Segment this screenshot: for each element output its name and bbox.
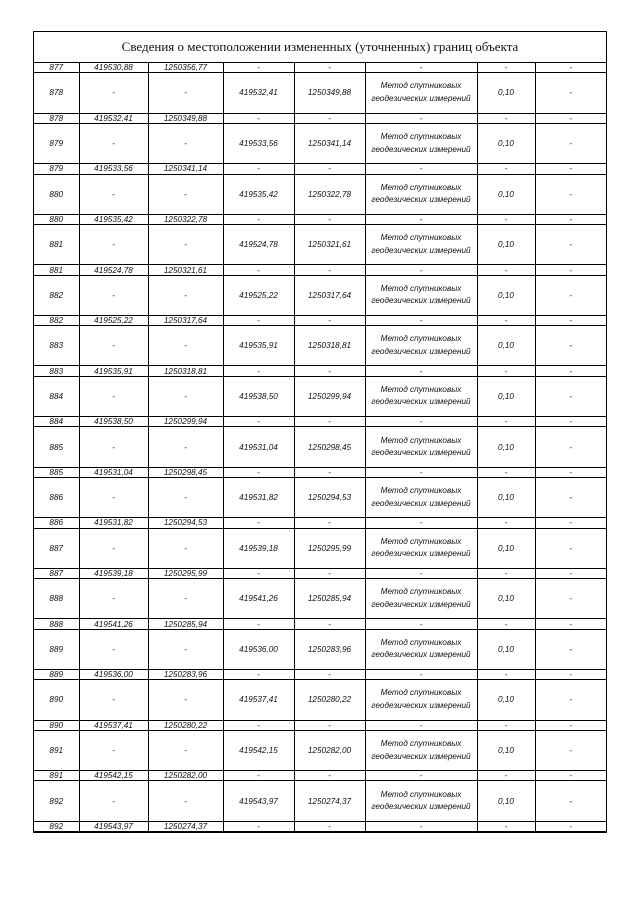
point-cell: 887	[34, 568, 79, 578]
method-cell: -	[365, 467, 477, 477]
y-new-cell: 1250298,45	[294, 427, 365, 467]
accuracy-cell: -	[477, 417, 535, 427]
x-old-cell: -	[79, 275, 148, 315]
x-old-cell: -	[79, 73, 148, 113]
y-old-cell: 1250349,88	[148, 113, 223, 123]
description-cell: -	[535, 376, 606, 416]
table-row	[34, 225, 606, 265]
y-new-cell: 1250317,64	[294, 275, 365, 315]
point-cell: 884	[34, 417, 79, 427]
accuracy-cell: 0,10	[477, 680, 535, 720]
point-cell: 886	[34, 518, 79, 528]
y-old-cell: 1250299,94	[148, 417, 223, 427]
table-body	[34, 63, 606, 832]
point-cell: 878	[34, 73, 79, 113]
description-cell: -	[535, 680, 606, 720]
x-old-cell: -	[79, 781, 148, 821]
description-cell: -	[535, 771, 606, 781]
method-cell: Метод спутниковых геодезических измерений	[365, 629, 477, 669]
boundary-table	[34, 63, 606, 832]
method-cell: Метод спутниковых геодезических измерений	[365, 781, 477, 821]
x-new-cell: 419536,00	[223, 629, 294, 669]
x-old-cell: 419530,88	[79, 63, 148, 73]
x-old-cell: -	[79, 225, 148, 265]
x-new-cell: -	[223, 568, 294, 578]
method-cell: Метод спутниковых геодезических измерений	[365, 275, 477, 315]
point-cell: 878	[34, 113, 79, 123]
x-new-cell: 419539,18	[223, 528, 294, 568]
point-cell: 892	[34, 781, 79, 821]
y-new-cell: 1250299,94	[294, 376, 365, 416]
accuracy-cell: -	[477, 265, 535, 275]
description-cell: -	[535, 174, 606, 214]
method-cell: -	[365, 568, 477, 578]
point-cell: 882	[34, 275, 79, 315]
accuracy-cell: -	[477, 214, 535, 224]
description-cell: -	[535, 315, 606, 325]
y-new-cell: -	[294, 771, 365, 781]
y-old-cell: 1250317,64	[148, 315, 223, 325]
accuracy-cell: 0,10	[477, 528, 535, 568]
description-cell: -	[535, 619, 606, 629]
point-cell: 884	[34, 376, 79, 416]
description-cell: -	[535, 427, 606, 467]
y-old-cell: -	[148, 123, 223, 163]
x-old-cell: 419531,82	[79, 518, 148, 528]
y-old-cell: -	[148, 478, 223, 518]
method-cell: -	[365, 315, 477, 325]
method-cell: -	[365, 720, 477, 730]
point-cell: 887	[34, 528, 79, 568]
table-row	[34, 113, 606, 123]
y-old-cell: -	[148, 174, 223, 214]
x-old-cell: 419539,18	[79, 568, 148, 578]
x-new-cell: 419541,26	[223, 579, 294, 619]
x-old-cell: 419538,50	[79, 417, 148, 427]
method-cell: -	[365, 771, 477, 781]
x-new-cell: 419532,41	[223, 73, 294, 113]
description-cell: -	[535, 123, 606, 163]
x-old-cell: -	[79, 376, 148, 416]
point-cell: 881	[34, 265, 79, 275]
y-new-cell: -	[294, 417, 365, 427]
accuracy-cell: -	[477, 63, 535, 73]
method-cell: -	[365, 265, 477, 275]
point-cell: 880	[34, 214, 79, 224]
description-cell: -	[535, 528, 606, 568]
table-row	[34, 326, 606, 366]
point-cell: 879	[34, 164, 79, 174]
accuracy-cell: 0,10	[477, 579, 535, 619]
table-row	[34, 680, 606, 720]
description-cell: -	[535, 225, 606, 265]
y-new-cell: 1250321,61	[294, 225, 365, 265]
method-cell: -	[365, 619, 477, 629]
method-cell: Метод спутниковых геодезических измерений	[365, 376, 477, 416]
point-cell: 881	[34, 225, 79, 265]
y-new-cell: 1250318,81	[294, 326, 365, 366]
table-row	[34, 467, 606, 477]
x-old-cell: 419533,56	[79, 164, 148, 174]
x-old-cell: -	[79, 579, 148, 619]
table-row	[34, 265, 606, 275]
accuracy-cell: -	[477, 518, 535, 528]
method-cell: Метод спутниковых геодезических измерений	[365, 680, 477, 720]
page-title: Сведения о местоположении измененных (уточненных) границ объекта	[34, 32, 606, 63]
y-old-cell: 1250321,61	[148, 265, 223, 275]
description-cell: -	[535, 467, 606, 477]
table-row	[34, 669, 606, 679]
point-cell: 890	[34, 720, 79, 730]
method-cell: Метод спутниковых геодезических измерений	[365, 579, 477, 619]
accuracy-cell: -	[477, 619, 535, 629]
accuracy-cell: 0,10	[477, 730, 535, 770]
y-old-cell: 1250285,94	[148, 619, 223, 629]
y-new-cell: -	[294, 467, 365, 477]
x-old-cell: 419525,22	[79, 315, 148, 325]
table-row	[34, 619, 606, 629]
point-cell: 886	[34, 478, 79, 518]
y-new-cell: -	[294, 113, 365, 123]
x-old-cell: -	[79, 174, 148, 214]
x-new-cell: 419525,22	[223, 275, 294, 315]
description-cell: -	[535, 366, 606, 376]
y-new-cell: -	[294, 619, 365, 629]
y-new-cell: -	[294, 568, 365, 578]
y-old-cell: 1250298,45	[148, 467, 223, 477]
accuracy-cell: -	[477, 113, 535, 123]
y-new-cell: -	[294, 366, 365, 376]
point-cell: 880	[34, 174, 79, 214]
description-cell: -	[535, 417, 606, 427]
x-new-cell: 419542,15	[223, 730, 294, 770]
y-old-cell: 1250356,77	[148, 63, 223, 73]
point-cell: 885	[34, 467, 79, 477]
description-cell: -	[535, 214, 606, 224]
x-new-cell: -	[223, 771, 294, 781]
y-new-cell: -	[294, 164, 365, 174]
accuracy-cell: 0,10	[477, 174, 535, 214]
y-new-cell: -	[294, 720, 365, 730]
x-old-cell: -	[79, 629, 148, 669]
description-cell: -	[535, 781, 606, 821]
x-new-cell: 419537,41	[223, 680, 294, 720]
x-new-cell: -	[223, 164, 294, 174]
table-row	[34, 781, 606, 821]
description-cell: -	[535, 73, 606, 113]
description-cell: -	[535, 669, 606, 679]
description-cell: -	[535, 568, 606, 578]
x-new-cell: 419543,97	[223, 781, 294, 821]
y-old-cell: 1250318,81	[148, 366, 223, 376]
x-new-cell: -	[223, 518, 294, 528]
y-new-cell: -	[294, 821, 365, 831]
point-cell: 891	[34, 771, 79, 781]
y-old-cell: 1250274,37	[148, 821, 223, 831]
x-new-cell: -	[223, 669, 294, 679]
accuracy-cell: 0,10	[477, 376, 535, 416]
x-old-cell: 419532,41	[79, 113, 148, 123]
x-new-cell: 419538,50	[223, 376, 294, 416]
x-old-cell: -	[79, 730, 148, 770]
y-new-cell: 1250282,00	[294, 730, 365, 770]
x-old-cell: 419535,91	[79, 366, 148, 376]
table-row	[34, 63, 606, 73]
y-old-cell: 1250341,14	[148, 164, 223, 174]
table-row	[34, 568, 606, 578]
x-old-cell: 419541,26	[79, 619, 148, 629]
table-row	[34, 528, 606, 568]
x-old-cell: -	[79, 427, 148, 467]
x-old-cell: 419536,00	[79, 669, 148, 679]
description-cell: -	[535, 63, 606, 73]
y-old-cell: -	[148, 275, 223, 315]
point-cell: 885	[34, 427, 79, 467]
table-row	[34, 579, 606, 619]
description-cell: -	[535, 730, 606, 770]
method-cell: Метод спутниковых геодезических измерений	[365, 326, 477, 366]
table-row	[34, 174, 606, 214]
table-row	[34, 315, 606, 325]
method-cell: Метод спутниковых геодезических измерений	[365, 528, 477, 568]
y-old-cell: -	[148, 326, 223, 366]
table-row	[34, 478, 606, 518]
y-old-cell: -	[148, 781, 223, 821]
x-new-cell: -	[223, 366, 294, 376]
y-new-cell: 1250322,78	[294, 174, 365, 214]
point-cell: 883	[34, 326, 79, 366]
x-new-cell: -	[223, 821, 294, 831]
method-cell: -	[365, 63, 477, 73]
x-new-cell: -	[223, 619, 294, 629]
x-new-cell: 419535,91	[223, 326, 294, 366]
x-new-cell: -	[223, 63, 294, 73]
method-cell: Метод спутниковых геодезических измерений	[365, 123, 477, 163]
description-cell: -	[535, 265, 606, 275]
y-new-cell: -	[294, 669, 365, 679]
y-old-cell: -	[148, 528, 223, 568]
y-new-cell: -	[294, 315, 365, 325]
description-cell: -	[535, 326, 606, 366]
accuracy-cell: 0,10	[477, 326, 535, 366]
x-old-cell: -	[79, 123, 148, 163]
x-new-cell: -	[223, 113, 294, 123]
accuracy-cell: -	[477, 720, 535, 730]
x-new-cell: 419531,04	[223, 427, 294, 467]
accuracy-cell: 0,10	[477, 225, 535, 265]
method-cell: -	[365, 366, 477, 376]
table-row	[34, 123, 606, 163]
y-old-cell: -	[148, 73, 223, 113]
y-new-cell: 1250294,53	[294, 478, 365, 518]
method-cell: Метод спутниковых геодезических измерений	[365, 478, 477, 518]
accuracy-cell: 0,10	[477, 629, 535, 669]
table-row	[34, 73, 606, 113]
y-old-cell: -	[148, 376, 223, 416]
accuracy-cell: -	[477, 821, 535, 831]
method-cell: -	[365, 113, 477, 123]
x-old-cell: 419531,04	[79, 467, 148, 477]
accuracy-cell: -	[477, 669, 535, 679]
x-old-cell: 419543,97	[79, 821, 148, 831]
method-cell: -	[365, 417, 477, 427]
x-old-cell: -	[79, 680, 148, 720]
description-cell: -	[535, 164, 606, 174]
x-old-cell: 419537,41	[79, 720, 148, 730]
y-old-cell: -	[148, 579, 223, 619]
method-cell: Метод спутниковых геодезических измерений	[365, 73, 477, 113]
table-row	[34, 214, 606, 224]
description-cell: -	[535, 821, 606, 831]
point-cell: 889	[34, 629, 79, 669]
accuracy-cell: -	[477, 164, 535, 174]
method-cell: -	[365, 214, 477, 224]
x-new-cell: 419533,56	[223, 123, 294, 163]
method-cell: Метод спутниковых геодезических измерений	[365, 427, 477, 467]
table-row	[34, 629, 606, 669]
accuracy-cell: -	[477, 366, 535, 376]
table-row	[34, 376, 606, 416]
point-cell: 882	[34, 315, 79, 325]
method-cell: Метод спутниковых геодезических измерений	[365, 174, 477, 214]
y-new-cell: 1250349,88	[294, 73, 365, 113]
y-new-cell: 1250295,99	[294, 528, 365, 568]
y-old-cell: -	[148, 629, 223, 669]
accuracy-cell: 0,10	[477, 275, 535, 315]
y-old-cell: 1250295,99	[148, 568, 223, 578]
method-cell: -	[365, 518, 477, 528]
y-old-cell: -	[148, 730, 223, 770]
point-cell: 879	[34, 123, 79, 163]
x-new-cell: 419524,78	[223, 225, 294, 265]
description-cell: -	[535, 579, 606, 619]
accuracy-cell: -	[477, 771, 535, 781]
accuracy-cell: 0,10	[477, 73, 535, 113]
y-new-cell: 1250280,22	[294, 680, 365, 720]
x-old-cell: 419542,15	[79, 771, 148, 781]
y-old-cell: -	[148, 680, 223, 720]
x-new-cell: 419535,42	[223, 174, 294, 214]
method-cell: -	[365, 669, 477, 679]
x-new-cell: -	[223, 720, 294, 730]
point-cell: 888	[34, 619, 79, 629]
x-old-cell: 419524,78	[79, 265, 148, 275]
y-old-cell: 1250322,78	[148, 214, 223, 224]
accuracy-cell: -	[477, 467, 535, 477]
table-row	[34, 821, 606, 831]
table-row	[34, 427, 606, 467]
x-new-cell: -	[223, 417, 294, 427]
description-cell: -	[535, 275, 606, 315]
accuracy-cell: 0,10	[477, 781, 535, 821]
y-new-cell: -	[294, 214, 365, 224]
point-cell: 890	[34, 680, 79, 720]
table-row	[34, 275, 606, 315]
x-new-cell: -	[223, 467, 294, 477]
accuracy-cell: 0,10	[477, 123, 535, 163]
y-old-cell: 1250280,22	[148, 720, 223, 730]
table-row	[34, 518, 606, 528]
method-cell: -	[365, 164, 477, 174]
y-old-cell: -	[148, 427, 223, 467]
table-row	[34, 417, 606, 427]
y-new-cell: 1250274,37	[294, 781, 365, 821]
table-row	[34, 164, 606, 174]
document-sheet	[33, 31, 607, 833]
y-old-cell: 1250283,96	[148, 669, 223, 679]
point-cell: 888	[34, 579, 79, 619]
x-new-cell: 419531,82	[223, 478, 294, 518]
x-old-cell: 419535,42	[79, 214, 148, 224]
x-new-cell: -	[223, 315, 294, 325]
y-new-cell: 1250341,14	[294, 123, 365, 163]
table-row	[34, 730, 606, 770]
point-cell: 877	[34, 63, 79, 73]
description-cell: -	[535, 720, 606, 730]
x-old-cell: -	[79, 528, 148, 568]
accuracy-cell: 0,10	[477, 427, 535, 467]
y-old-cell: 1250294,53	[148, 518, 223, 528]
method-cell: -	[365, 821, 477, 831]
accuracy-cell: -	[477, 568, 535, 578]
description-cell: -	[535, 629, 606, 669]
method-cell: Метод спутниковых геодезических измерений	[365, 225, 477, 265]
table-row	[34, 720, 606, 730]
x-new-cell: -	[223, 214, 294, 224]
y-new-cell: 1250283,96	[294, 629, 365, 669]
accuracy-cell: 0,10	[477, 478, 535, 518]
description-cell: -	[535, 113, 606, 123]
accuracy-cell: -	[477, 315, 535, 325]
description-cell: -	[535, 478, 606, 518]
point-cell: 889	[34, 669, 79, 679]
x-old-cell: -	[79, 326, 148, 366]
x-new-cell: -	[223, 265, 294, 275]
y-old-cell: -	[148, 225, 223, 265]
point-cell: 883	[34, 366, 79, 376]
x-old-cell: -	[79, 478, 148, 518]
point-cell: 892	[34, 821, 79, 831]
description-cell: -	[535, 518, 606, 528]
method-cell: Метод спутниковых геодезических измерений	[365, 730, 477, 770]
point-cell: 891	[34, 730, 79, 770]
y-old-cell: 1250282,00	[148, 771, 223, 781]
y-new-cell: 1250285,94	[294, 579, 365, 619]
table-row	[34, 771, 606, 781]
y-new-cell: -	[294, 63, 365, 73]
y-new-cell: -	[294, 518, 365, 528]
y-new-cell: -	[294, 265, 365, 275]
table-row	[34, 366, 606, 376]
